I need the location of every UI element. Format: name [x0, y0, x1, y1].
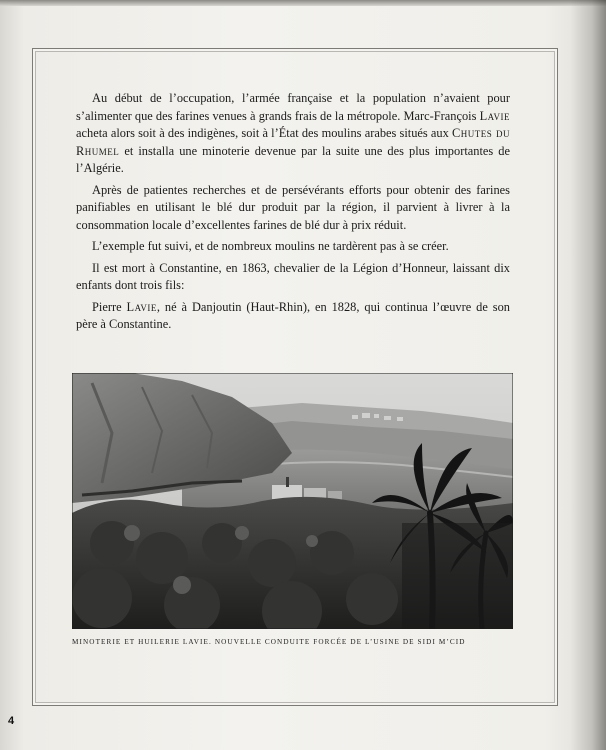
paragraph-5: [76, 299, 510, 334]
photo-caption: MINOTERIE ET HUILERIE LAVIE. NOUVELLE CONDUITE FORCÉE DE L’USINE DE SIDI M’CID: [72, 638, 466, 646]
paragraph-5-text-1: Pierre: [92, 299, 127, 314]
landscape-photo: [72, 373, 513, 629]
binding-shadow: [570, 0, 606, 750]
paragraph-1: [76, 90, 510, 178]
name-pierre-lavie: Lavie: [126, 299, 157, 314]
photo-illustration: [72, 373, 513, 629]
paragraph-1-text-3: et installa une minoterie devenue par la suite une des plus importantes de l’Algérie.: [76, 143, 510, 175]
paragraph-2-text: Après de patientes recherches et de persévérants efforts pour obtenir des farines panifiables en utilisant le blé dur produit par la région, il parvient à livrer à la consommation locale d’excellentes farines de blé dur à prix réduit.: [76, 182, 510, 232]
paragraph-4-text: Il est mort à Constantine, en 1863, chevalier de la Légion d’Honneur, laissant dix enfants dont trois fils:: [76, 260, 510, 292]
page-number: 4: [8, 715, 15, 727]
body-text: [76, 90, 510, 338]
paragraph-5-text-2: , né à Danjoutin (Haut-Rhin), en 1828, qui continua l’œuvre de son père à Constantine.: [76, 299, 510, 331]
name-lavie: Lavie: [479, 108, 510, 123]
paragraph-3-text: L’exemple fut suivi, et de nombreux moulins ne tardèrent pas à se créer.: [92, 239, 449, 253]
place-chutes-du-rhumel: Chutes du Rhumel: [76, 126, 510, 158]
paragraph-1-text-1: Au début de l’occupation, l’armée française et la population n’avaient pour s’alimenter que des farines venues à grands frais de la métropole. Marc-François: [76, 91, 510, 123]
paragraph-4: [76, 260, 510, 295]
paragraph-2: [76, 182, 510, 235]
page-top-edge: [0, 0, 606, 6]
paragraph-3: [76, 238, 510, 256]
paragraph-1-text-2: acheta alors soit à des indigènes, soit à l’État des moulins arabes situés aux: [76, 126, 453, 140]
